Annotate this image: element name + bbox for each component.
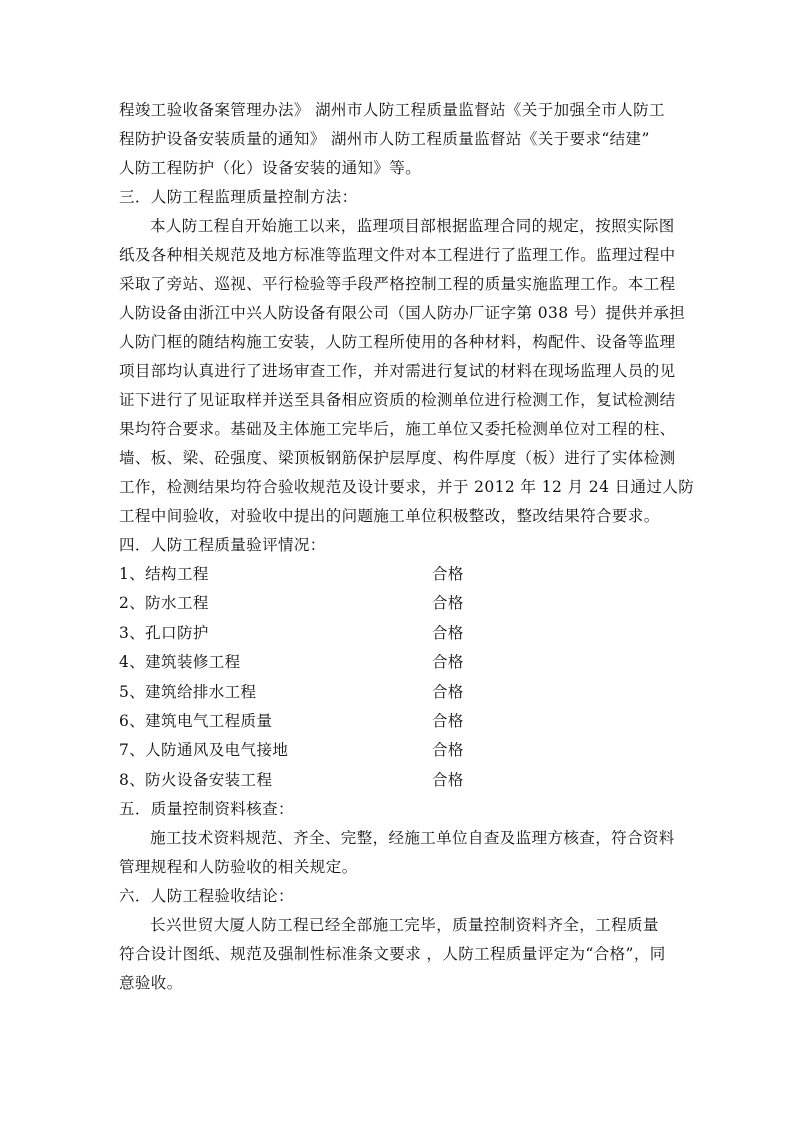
text-line: 证下进行了见证取样并送至具备相应资质的检测单位进行检测工作，复试检测结 (119, 391, 676, 409)
evaluation-item: 5、建筑给排水工程 (119, 682, 257, 701)
text-line: 工作，检测结果均符合验收规范及设计要求，并于 2012 年 12 月 24 日通过人防 (119, 478, 695, 496)
evaluation-result: 合格 (432, 741, 464, 760)
evaluation-row (119, 707, 679, 736)
text-line: 符合设计图纸、规范及强制性标准条文要求 ，人防工程质量评定为“合格”，同 (119, 945, 666, 964)
evaluation-item: 7、人防通风及电气接地 (119, 741, 289, 760)
text-line: 本人防工程自开始施工以来，监理项目部根据监理合同的规定，按照实际图 (150, 217, 675, 235)
text-line: 采取了旁站、巡视、平行检验等手段严格控制工程的质量实施监理工作。本工程 (119, 275, 676, 293)
intro-continuation (119, 96, 679, 183)
evaluation-result: 合格 (432, 770, 464, 789)
evaluation-row (119, 766, 679, 795)
text-line: 程竣工验收备案管理办法》 湖州市人防工程质量监督站《关于加强全市人防工 (119, 101, 665, 119)
section-heading: 五．质量控制资料核查： (119, 800, 294, 819)
text-line: 程防护设备安装质量的通知》 湖州市人防工程质量监督站《关于要求“结建” (119, 130, 650, 148)
text-line: 长兴世贸大厦人防工程已经全部施工完毕，质量控制资料齐全，工程质量 (150, 916, 659, 935)
evaluation-result: 合格 (432, 565, 464, 583)
evaluation-item: 6、建筑电气工程质量 (119, 711, 273, 730)
text-line: 意验收。 (119, 974, 183, 993)
evaluation-item: 4、建筑装修工程 (119, 653, 241, 672)
text-line: 管理规程和人防验收的相关规定。 (119, 858, 358, 877)
evaluation-result: 合格 (432, 623, 464, 642)
evaluation-item: 2、防水工程 (119, 594, 209, 613)
section-heading: 三．人防工程监理质量控制方法： (119, 188, 358, 206)
section-5 (119, 795, 679, 882)
evaluation-row (119, 560, 679, 589)
text-line: 人防工程防护（化）设备安装的通知》等。 (119, 159, 422, 177)
text-line: 项目部均认真进行了进场审查工作，并对需进行复试的材料在现场监理人员的见 (119, 362, 676, 380)
text-line: 纸及各种相关规范及地方标准等监理文件对本工程进行了监理工作。监理过程中 (119, 246, 676, 264)
section-heading: 六．人防工程验收结论： (119, 887, 294, 906)
evaluation-row (119, 648, 679, 677)
text-line: 人防设备由浙江中兴人防设备有限公司（国人防办厂证字第 038 号）提供并承担 (119, 304, 686, 322)
text-line: 墙、板、梁、砼强度、梁顶板钢筋保护层厚度、构件厚度（板）进行了实体检测 (119, 449, 676, 467)
section-heading: 四．人防工程质量验评情况： (119, 536, 326, 554)
text-line: 果均符合要求。基础及主体施工完毕后，施工单位又委托检测单位对工程的柱、 (119, 420, 676, 438)
text-line: 施工技术资料规范、齐全、完整，经施工单位自查及监理方核查，符合资料 (150, 829, 675, 848)
evaluation-result: 合格 (432, 682, 464, 701)
evaluation-result: 合格 (432, 711, 464, 730)
evaluation-item: 3、孔口防护 (119, 623, 209, 642)
section-4 (119, 531, 679, 795)
section-6 (119, 882, 679, 998)
evaluation-row (119, 589, 679, 618)
evaluation-item: 8、防火设备安装工程 (119, 770, 273, 789)
document-page (119, 96, 695, 998)
section-3 (119, 183, 695, 531)
text-line: 工程中间验收，对验收中提出的问题施工单位积极整改，整改结果符合要求。 (119, 507, 660, 525)
evaluation-row (119, 736, 679, 765)
evaluation-row (119, 619, 679, 648)
evaluation-result: 合格 (432, 594, 464, 613)
evaluation-row (119, 678, 679, 707)
evaluation-item: 1、结构工程 (119, 565, 209, 583)
text-line: 人防门框的随结构施工安装，人防工程所使用的各种材料，构配件、设备等监理 (119, 333, 676, 351)
evaluation-result: 合格 (432, 653, 464, 672)
